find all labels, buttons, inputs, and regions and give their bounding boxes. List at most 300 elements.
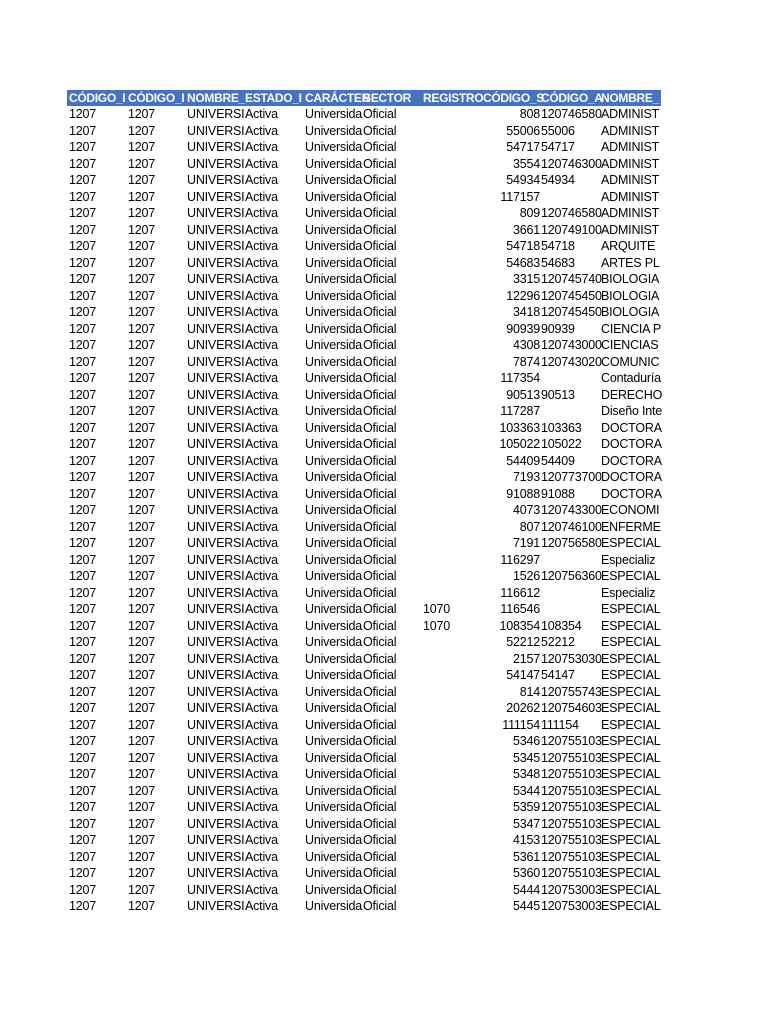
table-cell[interactable]: 1207 <box>128 899 156 913</box>
table-cell[interactable]: Universida <box>305 552 363 567</box>
table-cell[interactable]: 20262 <box>506 701 540 715</box>
table-cell[interactable]: 111154 <box>541 717 579 732</box>
table-cell[interactable]: 117287 <box>500 404 540 418</box>
table-cell[interactable]: 1207 <box>128 107 156 121</box>
table-cell[interactable]: 90939 <box>506 321 540 336</box>
table-row[interactable] <box>67 898 661 915</box>
table-cell[interactable]: 1207 <box>128 453 156 468</box>
table-cell[interactable]: 1207 <box>69 437 97 451</box>
table-cell[interactable]: 1207 <box>128 651 156 666</box>
table-cell[interactable]: Activa <box>245 734 278 748</box>
table-cell[interactable]: 1207 <box>128 833 156 847</box>
table-cell[interactable]: UNIVERSI <box>187 107 245 121</box>
table-cell[interactable]: 116546 <box>500 602 540 616</box>
table-cell[interactable]: UNIVERSI <box>187 354 245 369</box>
table-cell[interactable]: 5361 <box>512 849 540 864</box>
table-row[interactable] <box>67 123 661 140</box>
table-cell[interactable]: 1207 <box>128 371 156 385</box>
table-cell[interactable]: UNIVERSI <box>187 651 245 666</box>
table-cell[interactable]: 1207 <box>128 800 156 814</box>
table-cell[interactable] <box>423 651 482 668</box>
table-cell[interactable]: Oficial <box>363 602 397 616</box>
table-cell[interactable]: Universida <box>305 486 363 501</box>
table-row[interactable] <box>67 205 661 222</box>
table-cell[interactable]: UNIVERSI <box>187 453 245 468</box>
table-cell[interactable]: Universida <box>305 354 363 369</box>
table-cell[interactable]: Universida <box>305 255 363 270</box>
registro-header[interactable]: REGISTRO <box>423 91 484 105</box>
table-cell[interactable]: 120745450 <box>541 288 602 303</box>
table-cell[interactable]: 1207 <box>128 684 156 699</box>
table-row[interactable] <box>67 502 661 519</box>
table-row[interactable] <box>67 667 661 684</box>
table-cell[interactable]: UNIVERSI <box>187 519 245 534</box>
table-cell[interactable]: 3315 <box>512 272 540 286</box>
table-cell[interactable]: UNIVERSI <box>187 305 245 319</box>
table-cell[interactable]: Oficial <box>363 767 397 781</box>
table-cell[interactable]: ADMINIST <box>601 189 660 204</box>
table-cell[interactable] <box>423 403 482 420</box>
table-cell[interactable]: 1207 <box>69 420 97 435</box>
table-cell[interactable]: Universida <box>305 783 363 798</box>
table-cell[interactable]: Activa <box>245 404 278 418</box>
table-cell[interactable] <box>423 783 482 800</box>
table-cell[interactable]: 12296 <box>506 288 540 303</box>
table-cell[interactable]: 1207 <box>128 767 156 781</box>
table-cell[interactable]: Universida <box>305 305 363 319</box>
table-cell[interactable]: Oficial <box>363 899 397 913</box>
table-cell[interactable] <box>423 750 482 767</box>
table-cell[interactable]: 120753030 <box>541 651 602 666</box>
table-cell[interactable]: 1207 <box>69 668 97 682</box>
table-row[interactable] <box>67 766 661 783</box>
table-cell[interactable]: Activa <box>245 651 278 666</box>
table-cell[interactable]: 814 <box>519 684 540 699</box>
table-cell[interactable]: UNIVERSI <box>187 585 245 600</box>
table-cell[interactable]: Oficial <box>363 420 397 435</box>
table-cell[interactable]: Universida <box>305 849 363 864</box>
table-cell[interactable]: 1207 <box>69 189 97 204</box>
table-cell[interactable]: 5444 <box>512 882 540 897</box>
table-cell[interactable]: 7193 <box>512 470 540 484</box>
table-cell[interactable] <box>423 354 482 371</box>
table-cell[interactable]: Universida <box>305 321 363 336</box>
table-cell[interactable]: 1207 <box>128 536 156 550</box>
table-cell[interactable]: Universida <box>305 717 363 732</box>
table-cell[interactable]: ESPECIAL <box>601 882 661 897</box>
table-cell[interactable]: Universida <box>305 734 363 748</box>
table-cell[interactable] <box>541 189 600 206</box>
table-cell[interactable] <box>423 288 482 305</box>
table-row[interactable] <box>67 535 661 552</box>
table-cell[interactable]: 1207 <box>128 750 156 765</box>
table-cell[interactable]: 1207 <box>69 602 97 616</box>
table-cell[interactable]: 1207 <box>128 387 156 402</box>
table-cell[interactable]: ADMINIST <box>601 107 660 121</box>
table-cell[interactable]: Diseño Inte <box>601 404 663 418</box>
table-row[interactable] <box>67 156 661 173</box>
table-cell[interactable]: Oficial <box>363 651 397 666</box>
table-cell[interactable]: 1207 <box>69 222 97 237</box>
table-cell[interactable]: Universida <box>305 585 363 600</box>
table-cell[interactable] <box>423 123 482 140</box>
table-cell[interactable]: Activa <box>245 140 278 154</box>
table-cell[interactable]: ESPECIAL <box>601 816 661 831</box>
table-cell[interactable]: ESPECIAL <box>601 800 661 814</box>
table-cell[interactable]: 1207 <box>128 849 156 864</box>
table-cell[interactable]: 1207 <box>69 453 97 468</box>
table-cell[interactable]: 1207 <box>128 206 156 220</box>
table-cell[interactable]: Universida <box>305 651 363 666</box>
table-cell[interactable]: UNIVERSI <box>187 618 245 633</box>
table-cell[interactable]: 120756360 <box>541 569 602 583</box>
table-cell[interactable]: Universida <box>305 453 363 468</box>
table-row[interactable] <box>67 321 661 338</box>
table-cell[interactable]: Universida <box>305 767 363 781</box>
table-row[interactable] <box>67 634 661 651</box>
table-cell[interactable]: BIOLOGIA <box>601 272 660 286</box>
table-cell[interactable]: 1207 <box>69 816 97 831</box>
table-cell[interactable]: 1207 <box>128 272 156 286</box>
table-cell[interactable] <box>423 766 482 783</box>
table-cell[interactable]: 1207 <box>69 899 97 913</box>
table-cell[interactable]: UNIVERSI <box>187 767 245 781</box>
table-cell[interactable]: Universida <box>305 387 363 402</box>
table-cell[interactable]: 120746100 <box>541 519 602 534</box>
table-cell[interactable]: 1207 <box>69 288 97 303</box>
table-cell[interactable]: 103363 <box>499 420 540 435</box>
table-cell[interactable]: 54718 <box>506 239 540 253</box>
table-cell[interactable]: Universida <box>305 123 363 138</box>
table-cell[interactable]: 1207 <box>69 767 97 781</box>
table-row[interactable] <box>67 271 661 288</box>
table-cell[interactable]: Universida <box>305 404 363 418</box>
table-cell[interactable]: Activa <box>245 519 278 534</box>
table-cell[interactable]: 103363 <box>541 420 582 435</box>
table-cell[interactable]: Universida <box>305 899 363 913</box>
table-cell[interactable]: 54717 <box>541 140 575 154</box>
table-cell[interactable]: Universida <box>305 833 363 847</box>
table-cell[interactable]: 1207 <box>69 321 97 336</box>
table-cell[interactable]: ADMINIST <box>601 206 660 220</box>
table-cell[interactable]: 120754603 <box>541 701 602 715</box>
table-cell[interactable]: Universida <box>305 338 363 352</box>
table-row[interactable] <box>67 568 661 585</box>
table-row[interactable] <box>67 816 661 833</box>
table-cell[interactable]: ESPECIAL <box>601 701 661 715</box>
table-cell[interactable]: ESPECIAL <box>601 651 661 666</box>
table-cell[interactable] <box>423 568 482 585</box>
table-cell[interactable] <box>423 898 482 915</box>
table-row[interactable] <box>67 700 661 717</box>
table-cell[interactable]: UNIVERSI <box>187 272 245 286</box>
table-cell[interactable]: Oficial <box>363 882 397 897</box>
table-row[interactable] <box>67 832 661 849</box>
table-cell[interactable]: Activa <box>245 866 278 880</box>
table-cell[interactable]: Universida <box>305 668 363 682</box>
table-cell[interactable]: Universida <box>305 536 363 550</box>
table-cell[interactable]: Universida <box>305 288 363 303</box>
table-cell[interactable]: 1207 <box>69 635 97 649</box>
table-cell[interactable]: 1207 <box>128 404 156 418</box>
table-row[interactable] <box>67 552 661 569</box>
table-cell[interactable]: CIENCIA P <box>601 321 662 336</box>
table-cell[interactable]: Activa <box>245 783 278 798</box>
table-cell[interactable]: ADMINIST <box>601 140 660 154</box>
table-cell[interactable]: Activa <box>245 767 278 781</box>
table-cell[interactable]: UNIVERSI <box>187 420 245 435</box>
table-cell[interactable]: 1207 <box>128 123 156 138</box>
table-cell[interactable] <box>423 634 482 651</box>
table-cell[interactable]: Especializ <box>601 585 656 600</box>
table-cell[interactable]: Oficial <box>363 239 397 253</box>
codigo-institucion-header[interactable]: CÓDIGO_I <box>69 91 126 105</box>
table-cell[interactable]: Activa <box>245 206 278 220</box>
table-cell[interactable]: Oficial <box>363 123 397 138</box>
table-cell[interactable]: Activa <box>245 420 278 435</box>
table-cell[interactable]: UNIVERSI <box>187 816 245 831</box>
table-cell[interactable]: Universida <box>305 222 363 237</box>
table-cell[interactable] <box>423 799 482 816</box>
table-cell[interactable]: Oficial <box>363 288 397 303</box>
table-cell[interactable]: Oficial <box>363 618 397 633</box>
table-cell[interactable]: UNIVERSI <box>187 321 245 336</box>
table-cell[interactable]: Activa <box>245 486 278 501</box>
table-cell[interactable]: 1207 <box>128 239 156 253</box>
table-cell[interactable]: Oficial <box>363 437 397 451</box>
table-cell[interactable]: 1207 <box>69 569 97 583</box>
table-cell[interactable] <box>423 849 482 866</box>
table-cell[interactable]: UNIVERSI <box>187 717 245 732</box>
table-cell[interactable]: Activa <box>245 239 278 253</box>
table-cell[interactable]: UNIVERSI <box>187 437 245 451</box>
table-cell[interactable]: 1207 <box>128 321 156 336</box>
table-cell[interactable]: Oficial <box>363 569 397 583</box>
table-cell[interactable]: Activa <box>245 272 278 286</box>
table-cell[interactable]: ESPECIAL <box>601 783 661 798</box>
table-cell[interactable]: 1207 <box>69 882 97 897</box>
table-cell[interactable]: Activa <box>245 536 278 550</box>
table-cell[interactable]: Activa <box>245 833 278 847</box>
table-cell[interactable]: 1207 <box>128 569 156 583</box>
table-cell[interactable]: 5346 <box>512 734 540 748</box>
table-cell[interactable]: 1207 <box>69 140 97 154</box>
table-cell[interactable]: 120753003 <box>541 899 602 913</box>
table-cell[interactable]: 1207 <box>69 354 97 369</box>
table-cell[interactable]: Universida <box>305 866 363 880</box>
table-cell[interactable]: UNIVERSI <box>187 668 245 682</box>
table-cell[interactable]: 1207 <box>128 437 156 451</box>
table-cell[interactable] <box>423 535 482 552</box>
table-cell[interactable]: Activa <box>245 552 278 567</box>
table-cell[interactable]: Activa <box>245 569 278 583</box>
nombre-institucion-header[interactable]: NOMBRE_ <box>187 91 245 105</box>
table-cell[interactable]: Universida <box>305 206 363 220</box>
table-cell[interactable]: 54409 <box>506 453 540 468</box>
table-cell[interactable]: Universida <box>305 519 363 534</box>
table-cell[interactable]: ESPECIAL <box>601 536 661 550</box>
table-cell[interactable]: 1207 <box>69 255 97 270</box>
table-cell[interactable]: Oficial <box>363 354 397 369</box>
table-row[interactable] <box>67 486 661 503</box>
table-cell[interactable]: 1207 <box>69 503 97 517</box>
table-cell[interactable]: Activa <box>245 684 278 699</box>
table-cell[interactable]: UNIVERSI <box>187 404 245 418</box>
table-cell[interactable]: Activa <box>245 882 278 897</box>
table-cell[interactable]: ESPECIAL <box>601 849 661 864</box>
table-cell[interactable]: 1207 <box>69 486 97 501</box>
table-cell[interactable]: Universida <box>305 156 363 171</box>
table-cell[interactable] <box>423 684 482 701</box>
table-cell[interactable]: 5360 <box>512 866 540 880</box>
table-cell[interactable] <box>423 156 482 173</box>
table-cell[interactable]: 1207 <box>128 602 156 616</box>
table-cell[interactable]: 1207 <box>128 668 156 682</box>
table-cell[interactable] <box>423 205 482 222</box>
table-cell[interactable]: Oficial <box>363 668 397 682</box>
table-cell[interactable]: UNIVERSI <box>187 123 245 138</box>
table-cell[interactable]: 1207 <box>128 783 156 798</box>
table-row[interactable] <box>67 106 661 123</box>
table-cell[interactable]: 809 <box>519 206 540 220</box>
table-cell[interactable]: 3554 <box>512 156 540 171</box>
table-cell[interactable]: 120755103 <box>541 767 602 781</box>
table-cell[interactable]: 1207 <box>69 750 97 765</box>
table-cell[interactable]: 4073 <box>512 503 540 517</box>
table-cell[interactable]: ESPECIAL <box>601 734 661 748</box>
table-cell[interactable]: UNIVERSI <box>187 222 245 237</box>
table-cell[interactable]: 1207 <box>128 173 156 187</box>
table-cell[interactable]: 1207 <box>128 585 156 600</box>
table-cell[interactable]: 1207 <box>128 470 156 484</box>
table-cell[interactable]: 120745740 <box>541 272 602 286</box>
table-cell[interactable]: 5345 <box>512 750 540 765</box>
table-cell[interactable]: 52212 <box>541 635 575 649</box>
table-cell[interactable]: ADMINIST <box>601 173 660 187</box>
table-cell[interactable]: Universida <box>305 239 363 253</box>
table-cell[interactable]: Universida <box>305 701 363 715</box>
table-cell[interactable]: Oficial <box>363 684 397 699</box>
table-cell[interactable] <box>423 519 482 536</box>
table-cell[interactable]: 1207 <box>128 866 156 880</box>
table-cell[interactable]: Universida <box>305 371 363 385</box>
table-row[interactable] <box>67 172 661 189</box>
table-cell[interactable]: 1207 <box>128 734 156 748</box>
table-row[interactable] <box>67 139 661 156</box>
table-cell[interactable] <box>423 700 482 717</box>
table-row[interactable] <box>67 585 661 602</box>
table-cell[interactable]: 1207 <box>69 371 97 385</box>
table-row[interactable] <box>67 370 661 387</box>
table-cell[interactable]: UNIVERSI <box>187 156 245 171</box>
table-row[interactable] <box>67 651 661 668</box>
table-cell[interactable]: Universida <box>305 882 363 897</box>
table-cell[interactable]: 1207 <box>69 272 97 286</box>
table-cell[interactable]: Oficial <box>363 833 397 847</box>
table-row[interactable] <box>67 255 661 272</box>
table-cell[interactable]: 1207 <box>69 173 97 187</box>
table-cell[interactable]: Activa <box>245 618 278 633</box>
table-cell[interactable]: Activa <box>245 717 278 732</box>
table-cell[interactable]: 105022 <box>541 437 582 451</box>
table-cell[interactable]: 90939 <box>541 321 575 336</box>
table-cell[interactable]: Activa <box>245 338 278 352</box>
table-cell[interactable]: 54934 <box>506 173 540 187</box>
table-cell[interactable]: Oficial <box>363 206 397 220</box>
table-cell[interactable]: Universida <box>305 684 363 699</box>
table-cell[interactable]: 1207 <box>128 354 156 369</box>
table-row[interactable] <box>67 733 661 750</box>
table-cell[interactable]: 1207 <box>128 486 156 501</box>
table-cell[interactable]: 808 <box>519 107 540 121</box>
table-cell[interactable]: Oficial <box>363 107 397 121</box>
table-cell[interactable]: Universida <box>305 635 363 649</box>
table-cell[interactable]: 1207 <box>128 222 156 237</box>
table-cell[interactable]: 1207 <box>69 206 97 220</box>
table-cell[interactable]: 5359 <box>512 800 540 814</box>
table-cell[interactable]: 120753003 <box>541 882 602 897</box>
table-cell[interactable]: 1207 <box>128 519 156 534</box>
table-cell[interactable]: 120755743 <box>541 684 602 699</box>
table-cell[interactable] <box>423 420 482 437</box>
table-cell[interactable]: Oficial <box>363 552 397 567</box>
table-cell[interactable]: Oficial <box>363 503 397 517</box>
table-cell[interactable]: 1207 <box>128 701 156 715</box>
table-cell[interactable]: 54409 <box>541 453 575 468</box>
table-cell[interactable]: 120743300 <box>541 503 602 517</box>
table-cell[interactable]: 120745450 <box>541 305 602 319</box>
table-cell[interactable] <box>423 271 482 288</box>
table-row[interactable] <box>67 403 661 420</box>
table-cell[interactable]: Oficial <box>363 173 397 187</box>
table-cell[interactable]: DOCTORA <box>601 486 662 501</box>
table-cell[interactable]: ESPECIAL <box>601 866 661 880</box>
codigo-snies-header[interactable]: CÓDIGO_S <box>483 91 544 105</box>
table-cell[interactable]: 1207 <box>128 635 156 649</box>
table-cell[interactable]: BIOLOGIA <box>601 288 660 303</box>
table-cell[interactable]: Contaduría <box>601 371 661 385</box>
table-cell[interactable] <box>541 601 600 618</box>
table-cell[interactable]: ESPECIAL <box>601 569 661 583</box>
table-row[interactable] <box>67 304 661 321</box>
table-cell[interactable]: 1070 <box>423 618 451 633</box>
table-cell[interactable] <box>423 436 482 453</box>
table-cell[interactable]: Activa <box>245 321 278 336</box>
table-cell[interactable]: Activa <box>245 453 278 468</box>
table-cell[interactable]: UNIVERSI <box>187 255 245 270</box>
table-cell[interactable]: Oficial <box>363 387 397 402</box>
table-cell[interactable]: 1207 <box>69 387 97 402</box>
table-cell[interactable]: 1207 <box>128 156 156 171</box>
table-cell[interactable]: Universida <box>305 272 363 286</box>
table-cell[interactable]: Oficial <box>363 305 397 319</box>
table-cell[interactable]: Oficial <box>363 453 397 468</box>
table-cell[interactable] <box>423 469 482 486</box>
table-cell[interactable]: Activa <box>245 189 278 204</box>
table-cell[interactable]: Oficial <box>363 272 397 286</box>
table-cell[interactable]: Oficial <box>363 734 397 748</box>
table-cell[interactable]: Oficial <box>363 849 397 864</box>
table-cell[interactable]: 91088 <box>541 486 575 501</box>
table-cell[interactable]: 7874 <box>512 354 540 369</box>
table-row[interactable] <box>67 354 661 371</box>
table-row[interactable] <box>67 601 661 618</box>
table-cell[interactable]: 7191 <box>512 536 540 550</box>
table-cell[interactable]: ARQUITE <box>601 239 656 253</box>
table-cell[interactable]: Oficial <box>363 519 397 534</box>
table-cell[interactable]: UNIVERSI <box>187 684 245 699</box>
table-cell[interactable]: 117157 <box>500 189 540 204</box>
